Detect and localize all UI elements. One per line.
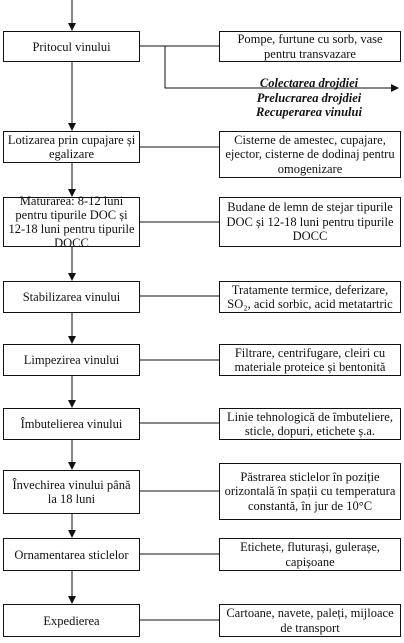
equipment-invechirea xyxy=(219,463,401,520)
byproduct-item: Prelucrarea drojdiei xyxy=(256,90,362,105)
step-stabilizarea xyxy=(3,281,140,313)
step-lotizarea xyxy=(3,131,140,163)
equipment-label: Cisterne de amestec, cupajare, ejector, cisterne de dodinaj pentru omogenizare xyxy=(225,132,395,176)
step-label: Ornamentarea sticlelor xyxy=(14,547,129,562)
step-label: Maturarea: 8-12 luni pentru tipurile DOC și 12-18 luni pentru tipurile DOCC xyxy=(8,194,135,250)
byproduct-item: Colectarea drojdiei xyxy=(259,76,359,90)
byproducts-list xyxy=(219,76,399,120)
equipment-label: Filtrare, centrifugare, cleiri cu materiale proteice și bentonită xyxy=(234,345,386,374)
equipment-label: Tratamente termice, deferizare, SO₂, acid sorbic, acid metatartric xyxy=(227,282,393,311)
step-label: Învechirea vinului până la 18 luni xyxy=(12,478,131,506)
equipment-stabilizarea xyxy=(219,281,401,313)
step-limpezirea xyxy=(3,344,140,376)
equipment-label: Pompe, furtune cu sorb, vase pentru transvazare xyxy=(237,32,383,61)
step-pritocul xyxy=(3,31,140,62)
equipment-label: Păstrarea sticlelor în poziție orizontală în spații cu temperatura constantă, în jur de 10°C xyxy=(224,469,396,513)
equipment-maturarea xyxy=(219,197,401,247)
step-label: Pritocul vinului xyxy=(32,39,111,54)
step-label: Îmbutelierea vinului xyxy=(20,417,123,431)
step-label: Stabilizarea vinului xyxy=(22,290,121,304)
equipment-label: Etichete, fluturași, gulerașe, capișoane xyxy=(240,540,380,569)
equipment-expedierea xyxy=(219,604,401,637)
step-ornamentarea xyxy=(3,538,140,571)
equipment-label: Cartoane, navete, paleți, mijloace de transport xyxy=(226,606,394,635)
equipment-label: Budane de lemn de stejar tipurile DOC și 12-18 luni pentru tipurile DOCC xyxy=(226,200,394,244)
equipment-limpezirea xyxy=(219,344,401,376)
step-invechirea xyxy=(3,470,140,514)
equipment-pritocul xyxy=(219,31,401,62)
equipment-ornamentarea xyxy=(219,538,401,571)
byproduct-item: Recuperarea vinului xyxy=(256,105,362,119)
step-label: Limpezirea vinului xyxy=(23,353,120,367)
step-maturarea xyxy=(3,194,140,250)
step-imbutelierea xyxy=(3,408,140,440)
step-expedierea xyxy=(3,604,140,637)
equipment-lotizarea xyxy=(219,131,401,178)
equipment-imbutelierea xyxy=(219,408,401,440)
equipment-label: Linie tehnologică de îmbuteliere, sticle, dopuri, etichete ș.a. xyxy=(227,409,393,438)
step-label: Lotizarea prin cupajare și egalizare xyxy=(7,133,136,161)
step-label: Expedierea xyxy=(43,613,100,628)
